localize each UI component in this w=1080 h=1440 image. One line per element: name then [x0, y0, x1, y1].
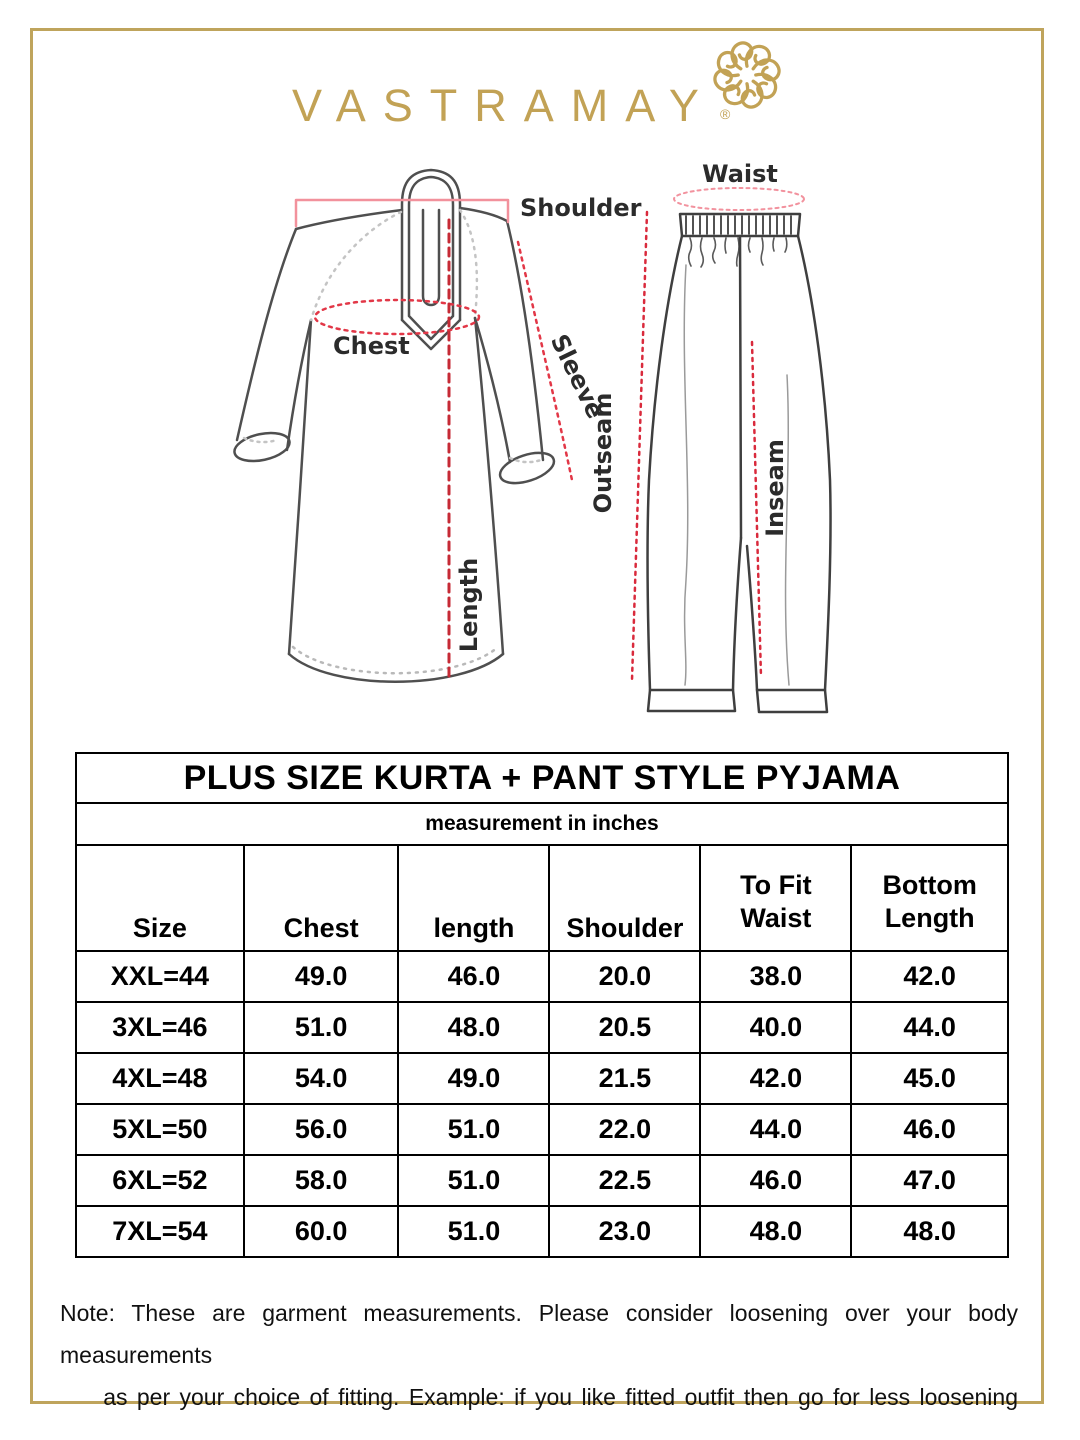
chest-cell: 56.0: [244, 1104, 399, 1155]
shoulder-cell: 23.0: [549, 1206, 700, 1257]
shoulder-cell: 22.5: [549, 1155, 700, 1206]
chest-cell: 54.0: [244, 1053, 399, 1104]
to-fit-waist-cell: 42.0: [700, 1053, 851, 1104]
col-header-bottom-length: Bottom Length: [851, 845, 1008, 951]
length-cell: 48.0: [398, 1002, 549, 1053]
waist-label: Waist: [702, 160, 778, 188]
length-cell: 49.0: [398, 1053, 549, 1104]
shoulder-label: Shoulder: [520, 194, 642, 222]
brand-flower-wrap: [706, 34, 788, 120]
col-header-size: Size: [76, 845, 244, 951]
garment-diagram-svg: [30, 150, 1050, 750]
inseam-label: Inseam: [761, 439, 789, 537]
table-row: [76, 1053, 1008, 1104]
chest-label: Chest: [333, 332, 410, 360]
chest-cell: 51.0: [244, 1002, 399, 1053]
col-header-chest: Chest: [244, 845, 399, 951]
shoulder-cell: 22.0: [549, 1104, 700, 1155]
table-row: [76, 951, 1008, 1002]
size-cell: 3XL=46: [76, 1002, 244, 1053]
note-line-1: Note: These are garment measurements. Please consider loosening over your body measurements: [60, 1300, 1018, 1368]
bottom-length-cell: 48.0: [851, 1206, 1008, 1257]
bottom-length-cell: 44.0: [851, 1002, 1008, 1053]
measurement-lines: [296, 188, 804, 680]
length-cell: 51.0: [398, 1206, 549, 1257]
measurement-diagram: [30, 150, 1050, 750]
size-cell: 4XL=48: [76, 1053, 244, 1104]
shoulder-cell: 21.5: [549, 1053, 700, 1104]
chest-cell: 60.0: [244, 1206, 399, 1257]
size-chart-table: [75, 752, 1009, 1258]
length-cell: 51.0: [398, 1155, 549, 1206]
brand-flower-icon: [706, 34, 788, 116]
bottom-length-cell: 45.0: [851, 1053, 1008, 1104]
to-fit-waist-cell: 48.0: [700, 1206, 851, 1257]
table-row: [76, 1002, 1008, 1053]
col-header-length: length: [398, 845, 549, 951]
pants-drawing: [647, 214, 830, 712]
bottom-length-cell: 47.0: [851, 1155, 1008, 1206]
to-fit-waist-cell: 38.0: [700, 951, 851, 1002]
size-cell: 5XL=50: [76, 1104, 244, 1155]
size-cell: XXL=44: [76, 951, 244, 1002]
shoulder-cell: 20.0: [549, 951, 700, 1002]
length-cell: 51.0: [398, 1104, 549, 1155]
sleeve-label: Sleeve: [544, 329, 610, 424]
outseam-label: Outseam: [589, 392, 617, 514]
waist-measure-ellipse: [674, 188, 804, 210]
table-row: [76, 1206, 1008, 1257]
bottom-length-cell: 46.0: [851, 1104, 1008, 1155]
note-line-2: as per your choice of fitting. Example: if you like fitted outfit then go for less loosening: [103, 1384, 1018, 1410]
chest-measure-ellipse: [315, 300, 479, 334]
length-cell: 46.0: [398, 951, 549, 1002]
chest-cell: 58.0: [244, 1155, 399, 1206]
brand-name: VASTRAMAY: [292, 80, 716, 131]
to-fit-waist-cell: 46.0: [700, 1155, 851, 1206]
table-header-row: [76, 845, 1008, 951]
outseam-measure-line: [632, 212, 647, 680]
length-label: Length: [455, 557, 483, 653]
chest-cell: 49.0: [244, 951, 399, 1002]
to-fit-waist-cell: 40.0: [700, 1002, 851, 1053]
table-row: [76, 1104, 1008, 1155]
shoulder-cell: 20.5: [549, 1002, 700, 1053]
col-header-shoulder: Shoulder: [549, 845, 700, 951]
size-chart-title: PLUS SIZE KURTA + PANT STYLE PYJAMA: [76, 753, 1008, 803]
size-cell: 6XL=52: [76, 1155, 244, 1206]
size-chart-subtitle: measurement in inches: [76, 803, 1008, 845]
size-cell: 7XL=54: [76, 1206, 244, 1257]
col-header-to-fit-waist: To Fit Waist: [700, 845, 851, 951]
to-fit-waist-cell: 44.0: [700, 1104, 851, 1155]
table-subtitle-row: [76, 803, 1008, 845]
measurement-note: [60, 1292, 1018, 1418]
table-row: [76, 1155, 1008, 1206]
kurta-drawing: [232, 170, 558, 682]
brand-logo: [0, 34, 1080, 131]
table-title-row: [76, 753, 1008, 803]
bottom-length-cell: 42.0: [851, 951, 1008, 1002]
registered-trademark: ®: [719, 106, 731, 122]
